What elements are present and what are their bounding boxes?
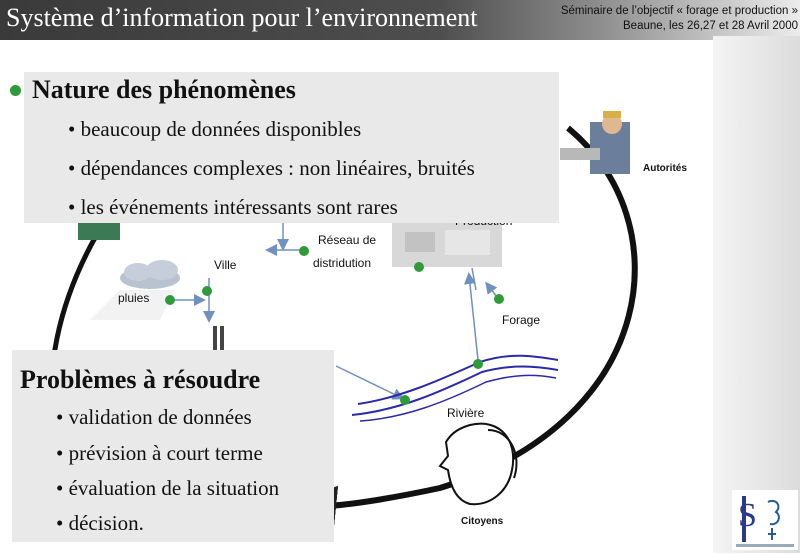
problemes-box: [12, 350, 334, 542]
problemes-item: • décision.: [56, 511, 144, 535]
chimney-icon: [213, 326, 217, 350]
seminar-line-1: Séminaire de l’objectif « forage et production »: [560, 5, 798, 17]
label-citoyens: Citoyens: [461, 516, 504, 527]
bullet-dot: [10, 85, 21, 96]
label-forage: Forage: [502, 313, 541, 327]
nature-item: • les événements intéressants sont rares: [68, 195, 398, 219]
production-building-icon: [392, 222, 502, 267]
flow-arrow: [487, 284, 497, 297]
label-reseau-2: distridution: [313, 256, 372, 270]
river-line: [358, 356, 558, 404]
node-dot: [414, 262, 424, 272]
authority-officer-icon: [560, 111, 630, 174]
seminar-line-2: Beaune, les 26,27 et 28 Avril 2000: [623, 20, 798, 32]
node-dot: [202, 286, 212, 296]
rain-cloud-icon: [120, 260, 180, 289]
svg-text:S: S: [738, 497, 757, 534]
slide-title: Système d’information pour l’environnement: [6, 3, 478, 32]
green-building-icon: [78, 220, 120, 240]
flow-arrow: [469, 275, 478, 360]
node-dot: [165, 295, 175, 305]
institution-logo: [732, 490, 798, 550]
nature-item: • dépendances complexes : non linéaires, bruités: [68, 156, 475, 180]
nature-phenomenes-box: [24, 72, 559, 223]
problemes-item: • évaluation de la situation: [56, 476, 280, 500]
label-reseau-1: Réseau de: [318, 233, 377, 247]
nature-title: Nature des phénomènes: [32, 75, 296, 104]
node-dot: [494, 294, 504, 304]
chimney-icon: [220, 326, 224, 350]
node-dot: [400, 395, 410, 405]
citizens-heads-icon: [440, 424, 516, 504]
label-ville: Ville: [214, 258, 237, 272]
problemes-title: Problèmes à résoudre: [20, 365, 261, 394]
flow-arrow: [336, 366, 402, 398]
label-pluies: pluies: [118, 291, 150, 305]
nature-item: • beaucoup de données disponibles: [68, 117, 362, 141]
flow-arrow: [472, 268, 476, 290]
problemes-item: • prévision à court terme: [56, 441, 263, 465]
label-riviere: Rivière: [447, 406, 485, 420]
node-dot: [299, 246, 309, 256]
problemes-item: • validation de données: [56, 405, 252, 429]
node-dot: [473, 359, 483, 369]
label-autorites: Autorités: [643, 163, 687, 174]
